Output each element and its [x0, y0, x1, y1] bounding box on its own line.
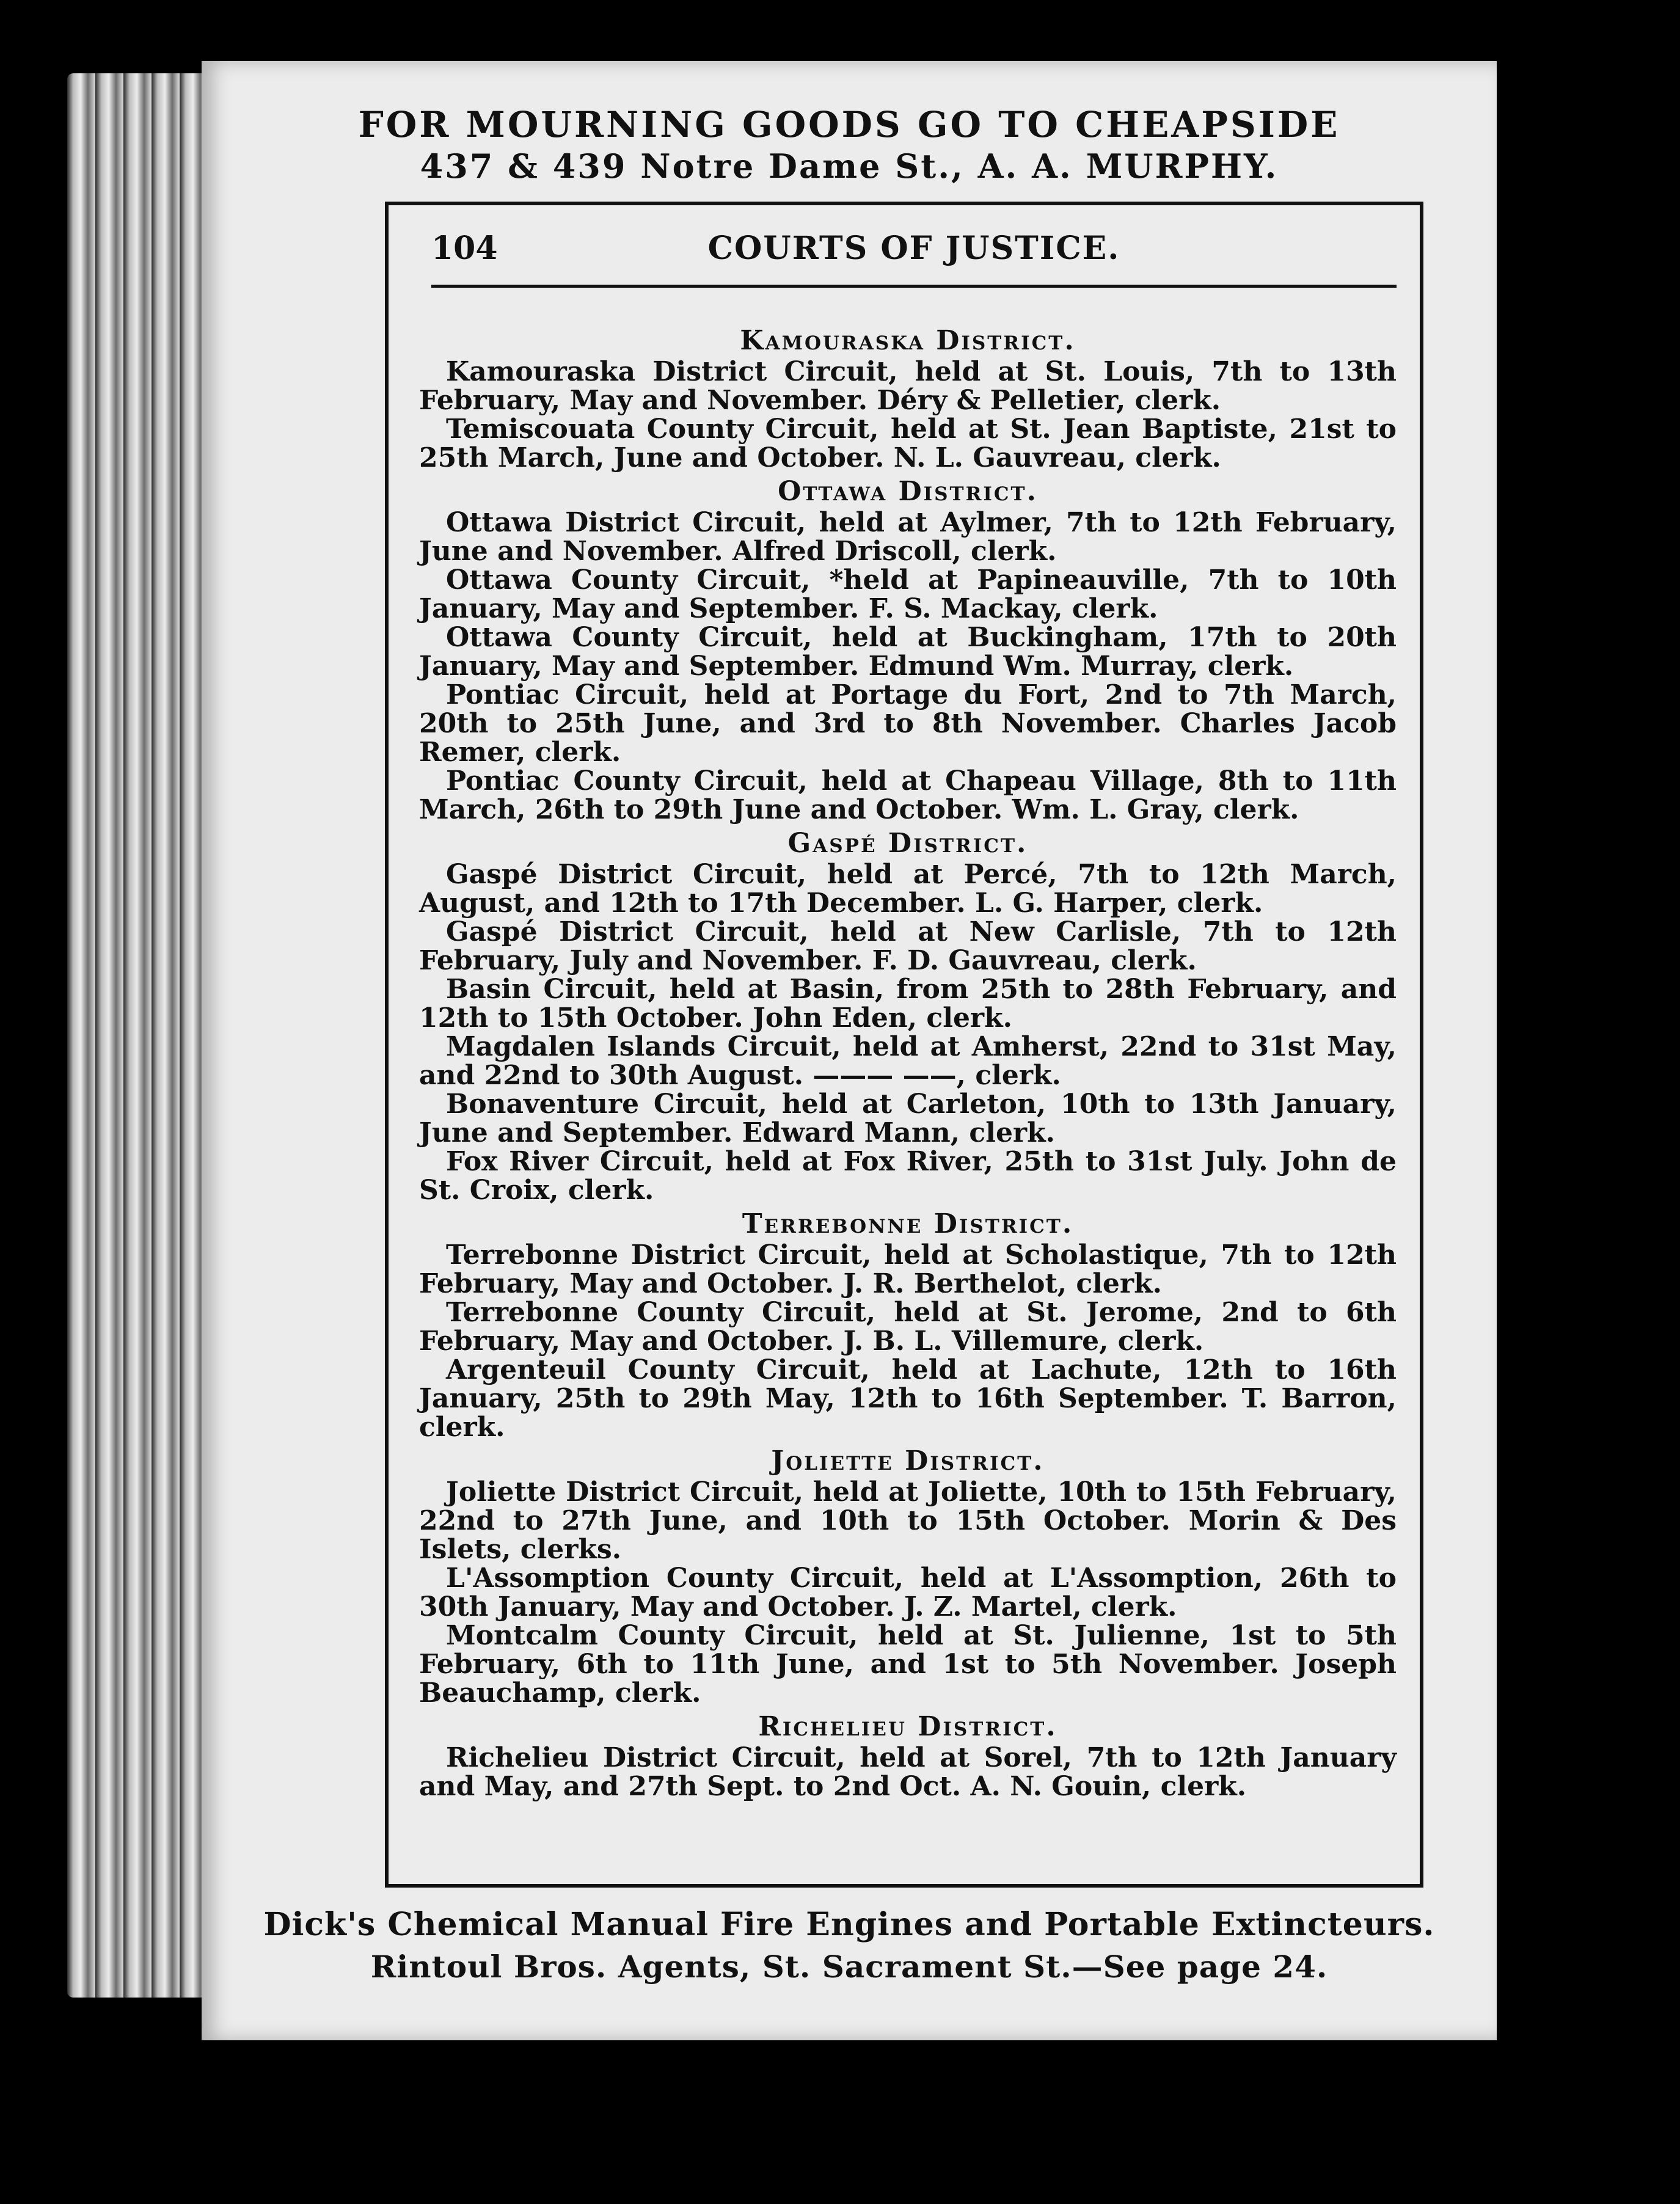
page-number: 104 — [431, 230, 498, 267]
page-header — [431, 230, 1397, 279]
circuit-entry: Richelieu District Circuit, held at Sorel, 7th to 12th January and May, and 27th Sept. to 2nd Oct. A. N. Gouin, clerk. — [419, 1742, 1397, 1802]
circuit-entry: Ottawa District Circuit, held at Aylmer, 7th to 12th February, June and November. Alfred Driscoll, clerk. — [419, 507, 1397, 567]
district-section — [419, 1210, 1397, 1442]
district-section — [419, 829, 1397, 1205]
circuit-entry: Argenteuil County Circuit, held at Lachute, 12th to 16th January, 25th to 29th May, 12th to 16th September. T. Barron, clerk. — [419, 1354, 1397, 1443]
circuit-entry: Pontiac Circuit, held at Portage du Fort, 2nd to 7th March, 20th to 25th June, and 3rd to 8th November. Charles Jacob Remer, clerk. — [419, 679, 1397, 768]
district-section — [419, 1712, 1397, 1801]
circuit-entry: Ottawa County Circuit, held at Buckingham, 17th to 20th January, May and September. Edmund Wm. Murray, clerk. — [419, 622, 1397, 682]
district-section — [419, 477, 1397, 824]
district-heading: Ottawa District. — [778, 476, 1038, 507]
district-heading: Joliette District. — [771, 1445, 1045, 1476]
circuit-entry: Magdalen Islands Circuit, held at Amherst, 22nd to 31st May, and 22nd to 30th August. ——— ——, clerk. — [419, 1031, 1397, 1091]
page-title: COURTS OF JUSTICE. — [707, 230, 1120, 267]
circuit-entry: Fox River Circuit, held at Fox River, 25th to 31st July. John de St. Croix, clerk. — [419, 1146, 1397, 1206]
circuit-entry: Terrebonne County Circuit, held at St. Jerome, 2nd to 6th February, May and October. J. B. L. Villemure, clerk. — [419, 1297, 1397, 1357]
circuit-entry: Ottawa County Circuit, *held at Papineauville, 7th to 10th January, May and September. F. S. Mackay, clerk. — [419, 564, 1397, 624]
bottom-advertisement-line2: Rintoul Bros. Agents, St. Sacrament St.—See page 24. — [370, 1949, 1328, 1985]
top-advertisement-line2: 437 & 439 Notre Dame St., A. A. MURPHY. — [420, 147, 1279, 186]
circuit-entry: Joliette District Circuit, held at Joliette, 10th to 15th February, 22nd to 27th June, and 10th to 15th October. Morin & Des Islets, clerks. — [419, 1476, 1397, 1565]
district-heading: Richelieu District. — [758, 1711, 1057, 1742]
circuit-entry: Kamouraska District Circuit, held at St. Louis, 7th to 13th February, May and November. Déry & Pelletier, clerk. — [419, 356, 1397, 416]
circuit-entry: Terrebonne District Circuit, held at Scholastique, 7th to 12th February, May and October. J. R. Berthelot, clerk. — [419, 1239, 1397, 1299]
circuit-entry: Montcalm County Circuit, held at St. Julienne, 1st to 5th February, 6th to 11th June, and 1st to 5th November. Joseph Beauchamp, clerk. — [419, 1620, 1397, 1709]
circuit-entry: Gaspé District Circuit, held at New Carlisle, 7th to 12th February, July and November. F. D. Gauvreau, clerk. — [419, 916, 1397, 976]
circuit-entry: Basin Circuit, held at Basin, from 25th to 28th February, and 12th to 15th October. John Eden, clerk. — [419, 974, 1397, 1034]
circuit-entry: Pontiac County Circuit, held at Chapeau Village, 8th to 11th March, 26th to 29th June and October. Wm. L. Gray, clerk. — [419, 765, 1397, 825]
district-heading: Kamouraska District. — [740, 325, 1076, 356]
district-heading: Terrebonne District. — [742, 1208, 1074, 1239]
district-section — [419, 1447, 1397, 1707]
district-section — [419, 326, 1397, 472]
district-heading: Gaspé District. — [787, 828, 1028, 859]
header-rule — [431, 285, 1397, 288]
circuit-entry: Gaspé District Circuit, held at Percé, 7th to 12th March, August, and 12th to 17th December. L. G. Harper, clerk. — [419, 859, 1397, 919]
top-advertisement-line1: FOR MOURNING GOODS GO TO CHEAPSIDE — [358, 104, 1340, 145]
content-frame — [385, 202, 1423, 1888]
circuit-entry: Bonaventure Circuit, held at Carleton, 10th to 13th January, June and September. Edward Mann, clerk. — [419, 1089, 1397, 1148]
circuit-entry: L'Assomption County Circuit, held at L'Assomption, 26th to 30th January, May and October. J. Z. Martel, clerk. — [419, 1563, 1397, 1622]
circuit-entry: Temiscouata County Circuit, held at St. Jean Baptiste, 21st to 25th March, June and October. N. L. Gauvreau, clerk. — [419, 414, 1397, 473]
book-page — [202, 61, 1497, 2040]
bottom-advertisement-line1: Dick's Chemical Manual Fire Engines and Portable Extincteurs. — [263, 1906, 1435, 1943]
court-listings — [419, 321, 1397, 1801]
